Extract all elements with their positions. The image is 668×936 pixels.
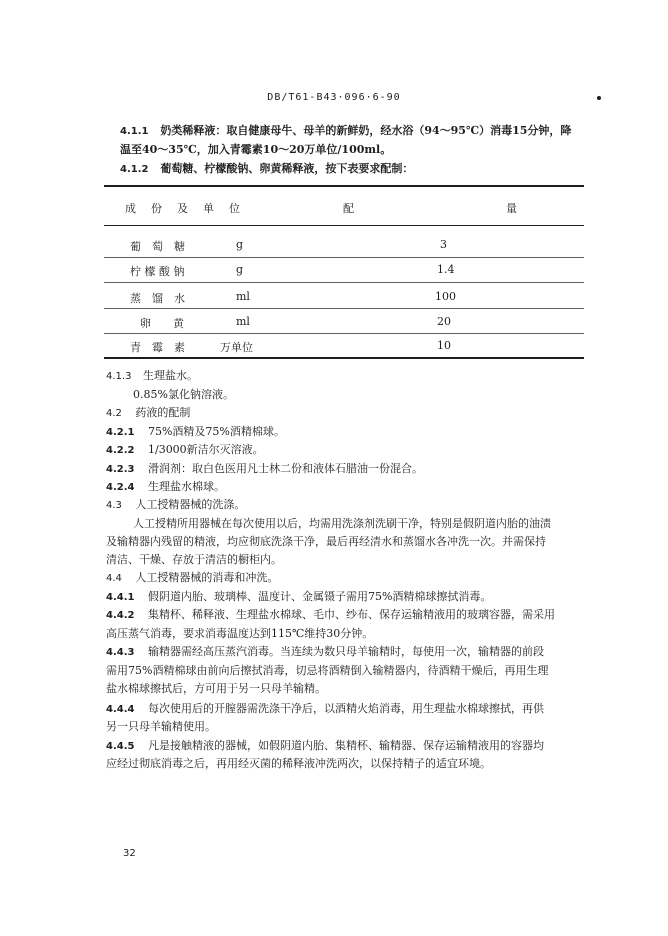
section-number: 4.3: [106, 500, 122, 511]
table-bottom-rule: [104, 357, 584, 359]
section-4-2-3: [106, 460, 423, 478]
paragraph-line: 滑润剂：取白色医用凡士林二份和液体石腊油一份混合。: [147, 462, 423, 475]
section-number: 4.4.3: [106, 647, 135, 658]
section-4-4-4: [106, 700, 544, 718]
section-number: 4.4.2: [106, 610, 135, 621]
section-4-1-3: [106, 367, 198, 385]
paragraph-line: 奶类稀释液：取自健康母牛、母羊的新鲜奶，经水浴（94～95℃）消毒15分钟，降: [160, 124, 572, 137]
table-row-rule: [104, 282, 584, 283]
section-4-4-3: [106, 643, 544, 661]
table-header-pei: 配: [343, 202, 354, 215]
section-number: 4.2: [106, 408, 122, 419]
table-row-rule: [104, 257, 584, 258]
paragraph-line: 及输精器内残留的精液，均应彻底洗涤干净，最后再经清水和蒸馏水各冲洗一次。并需保持: [106, 535, 546, 548]
paragraph-line: 清洁、干燥、存放于清洁的橱柜内。: [106, 553, 282, 566]
section-4-1-2: [120, 160, 413, 178]
table-top-rule: [104, 185, 584, 187]
paragraph-line: 输精器需经高压蒸汽消毒。当连续为数只母羊输精时，每使用一次，输精器的前段: [147, 645, 544, 658]
table-cell-unit: ml: [236, 315, 250, 328]
section-4-4: [106, 569, 278, 587]
table-cell-unit: 万单位: [220, 341, 253, 354]
table-cell-name: 卵 黄: [140, 317, 184, 330]
paragraph-line: 人工授精所用器械在每次使用以后，均需用洗涤剂洗刷干净，特别是假阴道内胎的油渍: [133, 517, 551, 530]
paragraph-line: 生理盐水棉球。: [147, 480, 225, 493]
table-cell-amount: 3: [440, 238, 447, 251]
paragraph-line: 假阴道内胎、玻璃棒、温度计、金属镊子需用75%酒精棉球擦拭消毒。: [147, 590, 492, 603]
section-number: 4.4.5: [106, 741, 135, 752]
paragraph-line: 0.85%氯化钠溶液。: [133, 388, 234, 401]
section-number: 4.1.2: [120, 164, 149, 175]
section-number: 4.4: [106, 573, 122, 584]
section-number: 4.4.4: [106, 704, 135, 715]
table-header-liang: 量: [506, 202, 517, 215]
paragraph-line: 盐水棉球擦拭后，方可用于另一只母羊输精。: [106, 682, 326, 695]
table-row-rule: [104, 308, 584, 309]
table-cell-name: 葡 萄 糖: [130, 240, 185, 253]
table-cell-amount: 20: [437, 315, 451, 328]
section-number: 4.1.3: [106, 371, 132, 382]
section-4-4-2: [106, 606, 555, 624]
table-cell-name: 蒸 馏 水: [130, 292, 185, 305]
section-4-4-1: [106, 588, 491, 606]
paragraph-line: 另一只母羊输精使用。: [106, 720, 216, 733]
paragraph-line: 75%酒精及75%酒精棉球。: [147, 425, 285, 438]
section-4-4-5: [106, 737, 544, 755]
section-4-3: [106, 496, 245, 514]
paragraph-line: 凡是接触精液的器械，如假阴道内胎、集精杯、输精器、保存运输精液用的容器均: [147, 739, 544, 752]
document-code: DB/T61-B43·096·6-90: [267, 92, 401, 103]
section-title: 人工授精器械的消毒和冲洗。: [135, 571, 279, 584]
table-header-component: 成 份 及 单 位: [125, 202, 242, 215]
paragraph-line: 1/3000新洁尔灭溶液。: [147, 443, 264, 456]
table-cell-name: 柠 檬 酸 钠: [130, 265, 185, 278]
section-4-2-1: [106, 423, 285, 441]
table-cell-unit: g: [236, 263, 244, 276]
table-cell-amount: 10: [437, 339, 451, 352]
section-4-1-1: [120, 122, 571, 140]
table-cell-name: 青 霉 素: [130, 341, 185, 354]
section-number: 4.2.1: [106, 427, 135, 438]
section-4-2: [106, 404, 190, 422]
section-title: 人工授精器械的洗涤。: [135, 498, 246, 511]
table-cell-amount: 100: [435, 290, 456, 303]
section-4-2-4: [106, 478, 225, 496]
paragraph-line: 葡萄糖、柠檬酸钠、卵黄稀释液，按下表要求配制：: [160, 162, 414, 175]
section-number: 4.4.1: [106, 592, 135, 603]
section-4-2-2: [106, 441, 264, 459]
paragraph-line: 需用75%酒精棉球由前向后擦拭消毒，切忌将酒精倒入输精器内，待酒精干燥后，再用生理: [106, 664, 549, 677]
section-number: 4.1.1: [120, 126, 149, 137]
table-row-rule: [104, 333, 584, 334]
paragraph-line: 温至40～35℃，加入青霉素10～20万单位/100ml。: [120, 143, 392, 156]
table-cell-amount: 1.4: [437, 263, 455, 276]
page-mark: [597, 96, 601, 100]
paragraph-line: 应经过彻底消毒之后，再用经灭菌的稀释液冲洗两次，以保持精子的适宜环境。: [106, 757, 491, 770]
table-header-rule: [104, 225, 584, 226]
section-title: 药液的配制: [135, 406, 191, 419]
paragraph-line: 集精杯、稀释液、生理盐水棉球、毛巾、纱布、保存运输精液用的玻璃容器，需采用: [147, 608, 555, 621]
paragraph-line: 每次使用后的开膣器需洗涤干净后，以酒精火焰消毒，用生理盐水棉球擦拭，再供: [147, 702, 544, 715]
table-cell-unit: g: [236, 238, 244, 251]
table-cell-unit: ml: [236, 290, 250, 303]
section-title: 生理盐水。: [142, 369, 198, 382]
section-number: 4.2.3: [106, 464, 135, 475]
paragraph-line: 高压蒸气消毒，要求消毒温度达到115℃维持30分钟。: [106, 627, 374, 640]
section-number: 4.2.2: [106, 445, 135, 456]
page-number: 32: [123, 848, 136, 859]
section-number: 4.2.4: [106, 482, 135, 493]
